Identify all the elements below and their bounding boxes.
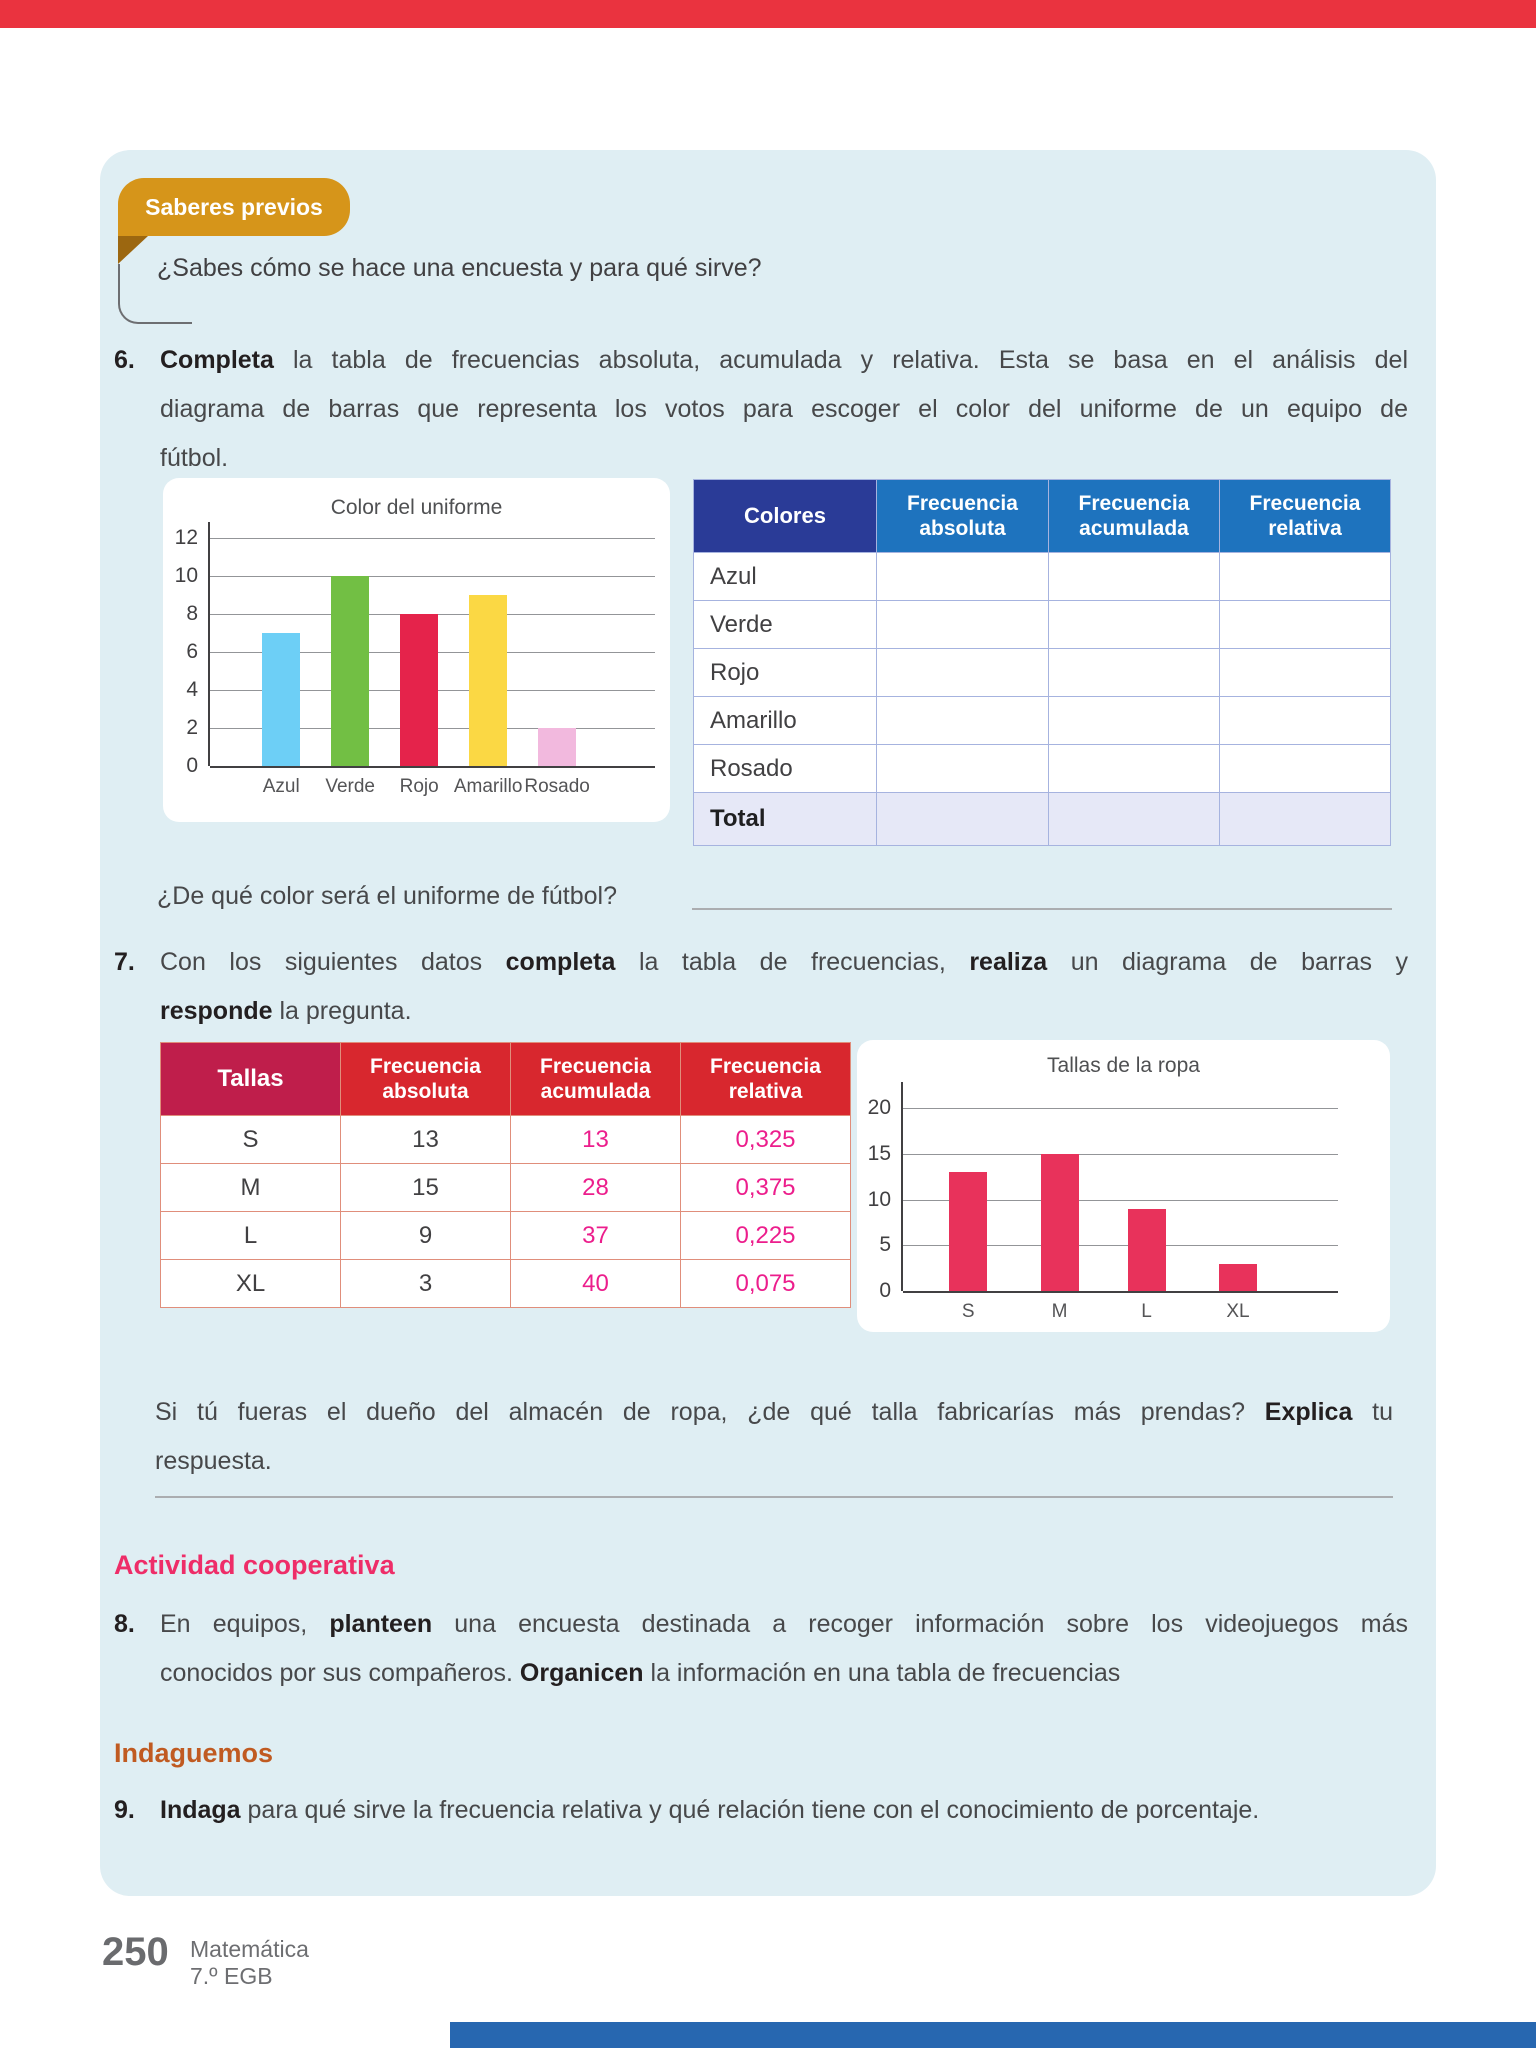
answer-blank-line [692, 868, 1392, 910]
cell-frecuencia-relativa: 0,375 [681, 1164, 851, 1212]
y-axis-tick-label: 12 [174, 526, 198, 549]
cell-talla: M [161, 1164, 341, 1212]
y-axis-tick-label: 10 [867, 1187, 891, 1211]
table-row [161, 1212, 851, 1260]
bar-rojo [400, 614, 438, 766]
empty-cell [877, 601, 1049, 649]
uniform-color-chart-card [163, 478, 670, 822]
cell-talla: S [161, 1116, 341, 1164]
x-axis-category-label: M [1051, 1301, 1068, 1322]
table-row [694, 601, 1391, 649]
uniform-color-question: ¿De qué color será el uniforme de fútbol? [157, 882, 617, 910]
exercise-number: 9. [114, 1796, 135, 1824]
y-axis-tick-label: 2 [186, 716, 198, 739]
x-axis-category-label: Rosado [524, 776, 590, 797]
content-panel [100, 150, 1436, 1896]
y-axis-tick-label: 20 [867, 1096, 891, 1119]
cell-frecuencia-relativa: 0,075 [681, 1260, 851, 1308]
bottom-edge-stripe [450, 2022, 1536, 2048]
empty-cell [1220, 697, 1391, 745]
y-axis-tick-label: 15 [867, 1141, 891, 1165]
empty-cell [1049, 553, 1220, 601]
column-header-frecuencia-absoluta: Frecuencia absoluta [877, 480, 1049, 553]
total-label: Total [694, 793, 877, 846]
empty-cell [877, 649, 1049, 697]
empty-cell [1220, 649, 1391, 697]
row-label-verde: Verde [694, 601, 877, 649]
badge-fold-triangle [118, 236, 148, 264]
footer-grade: 7.º EGB [190, 1963, 273, 1989]
bar-m [1041, 1154, 1079, 1291]
y-axis-tick-label: 5 [879, 1233, 891, 1257]
empty-cell [1049, 793, 1220, 846]
y-axis-tick-label: 6 [186, 640, 198, 663]
tallas-frequency-table [160, 1042, 851, 1308]
row-label-azul: Azul [694, 553, 877, 601]
table-row [694, 697, 1391, 745]
exercise-9 [114, 1786, 1408, 1835]
empty-cell [1220, 793, 1391, 846]
y-axis-tick-label: 8 [186, 602, 198, 625]
clothing-store-question: Si tú fueras el dueño del almacén de ropa, ¿de qué talla fabricarías más prendas? Explica tu respuesta. [155, 1398, 1393, 1475]
cell-frecuencia-relativa: 0,225 [681, 1212, 851, 1260]
chart-title: Tallas de la ropa [1047, 1054, 1200, 1077]
table-header-row [161, 1043, 851, 1116]
empty-cell [1220, 553, 1391, 601]
empty-cell [1049, 697, 1220, 745]
x-axis-category-label: XL [1226, 1301, 1250, 1322]
empty-cell [877, 745, 1049, 793]
saberes-previos-badge [118, 178, 350, 236]
page-number: 250 [102, 1930, 169, 1974]
top-edge-stripe [0, 0, 1536, 28]
gridline [210, 576, 655, 577]
x-axis-category-label: Verde [325, 776, 375, 797]
badge-label: Saberes previos [145, 193, 323, 220]
column-header-frecuencia-relativa: Frecuencia relativa [681, 1043, 851, 1116]
exercise-number: 8. [114, 1610, 135, 1638]
gridline [903, 1154, 1338, 1155]
bar-amarillo [469, 595, 507, 766]
cell-frecuencia-absoluta: 9 [341, 1212, 511, 1260]
empty-cell [1220, 745, 1391, 793]
y-axis-tick-label: 0 [186, 754, 198, 777]
tallas-chart-card [857, 1040, 1390, 1332]
exercise-6 [114, 336, 1408, 483]
table-row [161, 1260, 851, 1308]
table-total-row [694, 793, 1391, 846]
section-heading-actividad-cooperativa: Actividad cooperativa [114, 1550, 395, 1580]
exercise-8 [114, 1600, 1408, 1698]
exercise-text: En equipos, planteen una encuesta destinada a recoger información sobre los videojuegos más conocidos por sus compañeros. Organicen la información en una tabla de frecuencias [160, 1610, 1408, 1687]
table-row [694, 745, 1391, 793]
bar-rosado [538, 728, 576, 766]
column-header-frecuencia-acumulada: Frecuencia acumulada [1049, 480, 1220, 553]
x-axis-category-label: L [1141, 1301, 1152, 1322]
cell-frecuencia-acumulada: 28 [511, 1164, 681, 1212]
exercise-text: Completa la tabla de frecuencias absoluta, acumulada y relativa. Esta se basa en el análisis del diagrama de barras que representa los votos para escoger el color del uniforme de un equipo de fútbol. [160, 346, 1408, 472]
empty-cell [1049, 745, 1220, 793]
column-header-colores: Colores [694, 480, 877, 553]
cell-frecuencia-absoluta: 3 [341, 1260, 511, 1308]
x-axis-category-label: Rojo [399, 776, 439, 797]
bar-verde [331, 576, 369, 766]
chart-title: Color del uniforme [330, 496, 503, 519]
gridline [903, 1108, 1338, 1109]
cell-frecuencia-acumulada: 37 [511, 1212, 681, 1260]
row-label-rojo: Rojo [694, 649, 877, 697]
exercise-text: Con los siguientes datos completa la tabla de frecuencias, realiza un diagrama de barras y responde la pregunta. [160, 948, 1408, 1025]
empty-cell [877, 697, 1049, 745]
y-axis-line [901, 1082, 903, 1291]
section-heading-indaguemos: Indaguemos [114, 1738, 274, 1768]
bar-s [949, 1172, 987, 1291]
table-row [161, 1164, 851, 1212]
prior-knowledge-question: ¿Sabes cómo se hace una encuesta y para qué sirve? [157, 254, 762, 282]
exercise-text: Indaga para qué sirve la frecuencia relativa y qué relación tiene con el conocimiento de porcentaje. [160, 1796, 1260, 1824]
table-row [694, 649, 1391, 697]
cell-frecuencia-acumulada: 40 [511, 1260, 681, 1308]
column-header-frecuencia-relativa: Frecuencia relativa [1220, 480, 1391, 553]
exercise-7 [114, 938, 1408, 1036]
y-axis-line [208, 522, 210, 766]
table-header-row [694, 480, 1391, 553]
x-axis-category-label: Amarillo [453, 776, 523, 797]
plot-area [867, 1096, 1338, 1322]
y-axis-tick-label: 0 [879, 1279, 891, 1302]
table-row [161, 1116, 851, 1164]
cell-frecuencia-absoluta: 13 [341, 1116, 511, 1164]
column-header-frecuencia-absoluta: Frecuencia absoluta [341, 1043, 511, 1116]
answer-blank-line [155, 1456, 1393, 1498]
empty-cell [1049, 601, 1220, 649]
exercise-number: 7. [114, 948, 135, 976]
y-axis-tick-label: 10 [174, 564, 198, 588]
footer-subject-name: Matemática [190, 1936, 309, 1962]
row-label-amarillo: Amarillo [694, 697, 877, 745]
column-header-frecuencia-acumulada: Frecuencia acumulada [511, 1043, 681, 1116]
empty-cell [877, 793, 1049, 846]
cell-frecuencia-relativa: 0,325 [681, 1116, 851, 1164]
row-label-rosado: Rosado [694, 745, 877, 793]
footer-subject [190, 1936, 309, 1990]
bar-xl [1219, 1264, 1257, 1291]
cell-talla: L [161, 1212, 341, 1260]
gridline [210, 538, 655, 539]
empty-cell [1220, 601, 1391, 649]
exercise-number: 6. [114, 346, 135, 374]
colors-frequency-table [693, 479, 1391, 846]
cell-frecuencia-acumulada: 13 [511, 1116, 681, 1164]
x-axis-category-label: Azul [262, 776, 300, 797]
table-row [694, 553, 1391, 601]
x-axis-category-label: S [961, 1301, 975, 1322]
column-header-tallas: Tallas [161, 1043, 341, 1116]
bar-azul [262, 633, 300, 766]
empty-cell [877, 553, 1049, 601]
bar-l [1128, 1209, 1166, 1291]
plot-area [174, 526, 655, 797]
cell-talla: XL [161, 1260, 341, 1308]
empty-cell [1049, 649, 1220, 697]
y-axis-tick-label: 4 [186, 678, 198, 702]
cell-frecuencia-absoluta: 15 [341, 1164, 511, 1212]
